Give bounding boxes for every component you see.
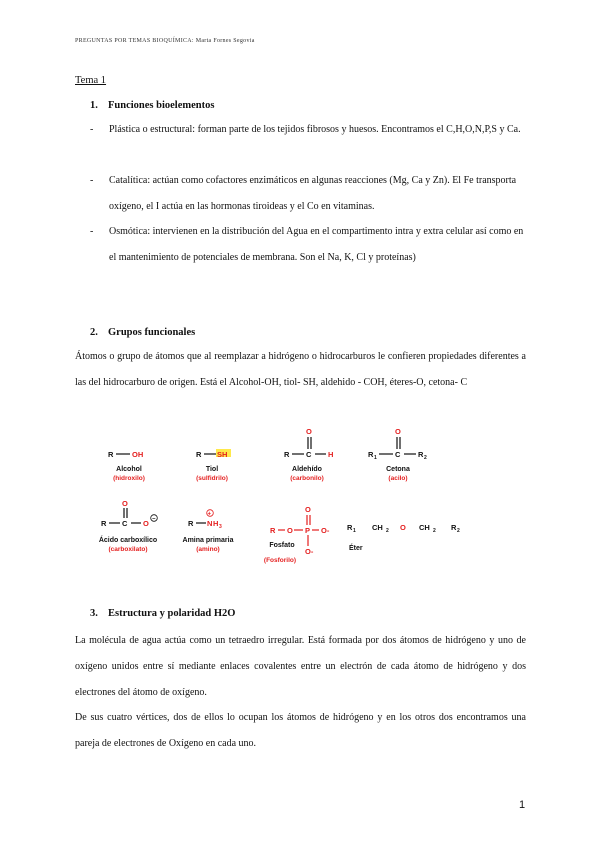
atom-ch2: CH [372, 523, 383, 532]
atom-r: R [196, 450, 202, 459]
tiol-name: Tiol [205, 466, 219, 473]
atom-o: O [306, 427, 312, 436]
section-1-heading [90, 100, 214, 111]
acido-carboxilico-structure [99, 499, 157, 553]
bullet-dash: - [90, 175, 94, 186]
atom-h3: H [213, 519, 219, 528]
atom-r: R [101, 519, 107, 528]
section-1-number: 1. [90, 100, 98, 111]
amina-structure [183, 510, 234, 553]
atom-r: R [188, 519, 194, 528]
atom-r: R [270, 526, 276, 535]
section-3-number: 3. [90, 608, 98, 619]
tiol-structure [196, 449, 231, 482]
bullet-text: Catalítica: actúan como cofactores enzimáticos en algunas reacciones (Mg, Ca y Zn). El Fe transporta oxígeno, el I actúa en las hormonas tiroideas y el Co en vitaminas. [109, 175, 517, 212]
section-2-heading [90, 327, 195, 338]
fosfato-group: (Fosforilo) [263, 557, 297, 564]
atom-o: O [287, 526, 293, 535]
alcohol-name: Alcohol [116, 466, 142, 473]
atom-r: R [284, 450, 290, 459]
atom-r2: R [418, 450, 424, 459]
functional-groups-figure [96, 422, 496, 572]
amina-name: Amina primaria [182, 537, 234, 544]
atom-o: O [305, 505, 311, 514]
section-3-paragraph-2: De sus cuatro vértices, dos de ellos lo ocupan los átomos de hidrógeno y en los otros dos encontramos una pareja de electrones de Oxígeno en cada uno. [75, 712, 526, 749]
tiol-group: (sulfidrilo) [196, 475, 228, 482]
atom-r1: R [368, 450, 374, 459]
bullet-plastica [90, 117, 526, 143]
atom-n: N [207, 519, 213, 528]
minus-charge: − [152, 516, 156, 523]
eter-name: Éter [349, 545, 363, 552]
section-3-heading [90, 608, 235, 619]
section-2-title: Grupos funcionales [108, 327, 196, 338]
acido-name: Ácido carboxílico [98, 537, 158, 544]
bullet-text: Plástica o estructural: forman parte de los tejidos fibrosos y huesos. Encontramos el C,H,O,N,P,S y Ca. [109, 124, 521, 135]
section-1-title: Funciones bioelementos [108, 100, 215, 111]
alcohol-structure [108, 450, 145, 482]
bullet-text: Osmótica: intervienen en la distribución del Agua en el compartimento intra y extra celular así como en el mantenimiento de potenciales de membrana. Son el Na, K, Cl y proteínas) [109, 226, 524, 263]
atom-c: C [122, 519, 128, 528]
atom-c: C [395, 450, 401, 459]
eter-structure [347, 523, 460, 552]
atom-o-minus: O- [321, 526, 330, 535]
page-number: 1 [519, 799, 526, 811]
atom-o-minus: O- [305, 547, 314, 556]
tema-title: Tema 1 [75, 75, 107, 86]
subscript-2: 2 [386, 528, 389, 534]
atom-h: H [328, 450, 334, 459]
atom-r1: R [347, 523, 353, 532]
atom-o: O [395, 427, 401, 436]
aldehido-group: (carbonilo) [290, 475, 324, 482]
alcohol-group: (hidroxilo) [113, 475, 145, 482]
fosfato-name: Fosfato [269, 542, 295, 549]
aldehido-structure [284, 427, 333, 482]
cetona-structure [368, 427, 427, 482]
section-3-title: Estructura y polaridad H2O [108, 608, 236, 619]
atom-o: O [400, 523, 406, 532]
atom-o: O [122, 499, 128, 508]
running-header: PREGUNTAS POR TEMAS BIOQUÍMICA: Marta Fornes Segovia [75, 38, 255, 44]
section-2-number: 2. [90, 327, 98, 338]
atom-o: O [143, 519, 149, 528]
atom-sh: SH [217, 450, 228, 459]
subscript-3: 3 [219, 524, 222, 530]
plus-charge: + [207, 511, 212, 518]
cetona-name: Cetona [386, 466, 410, 473]
subscript-2: 2 [457, 528, 460, 534]
aldehido-name: Aldehído [292, 466, 322, 473]
section-2-paragraph: Átomos o grupo de átomos que al reemplazar a hidrógeno o hidrocarburos le confieren propiedades diferentes a las del hidrocarburo de origen. Está el Alcohol-OH, tiol- SH, aldehido - COH, éteres-O, cetona- C [75, 351, 526, 388]
bullet-catalitica [90, 168, 526, 219]
atom-r: R [108, 450, 114, 459]
subscript-2: 2 [424, 455, 427, 461]
atom-ch2: CH [419, 523, 430, 532]
subscript-1: 1 [353, 528, 356, 534]
atom-p: P [305, 526, 311, 535]
bullet-osmotica [90, 219, 526, 270]
acido-group: (carboxilato) [108, 546, 148, 553]
atom-c: C [306, 450, 312, 459]
cetona-group: (acilo) [388, 475, 408, 482]
bullet-dash: - [90, 226, 94, 237]
subscript-1: 1 [374, 455, 377, 461]
subscript-2: 2 [433, 528, 436, 534]
atom-r2: R [451, 523, 457, 532]
section-3-paragraph-1: La molécula de agua actúa como un tetraedro irregular. Está formada por dos átomos de hidrógeno y uno de oxígeno unidos entre sí mediante enlaces covalentes entre un electrón de cada átomo de hidrógeno y dos electrones del átomo de oxígeno. [75, 635, 526, 698]
atom-oh: OH [132, 450, 144, 459]
bullet-dash: - [90, 124, 94, 135]
fosfato-structure [264, 505, 330, 564]
amina-group: (amino) [196, 546, 220, 553]
